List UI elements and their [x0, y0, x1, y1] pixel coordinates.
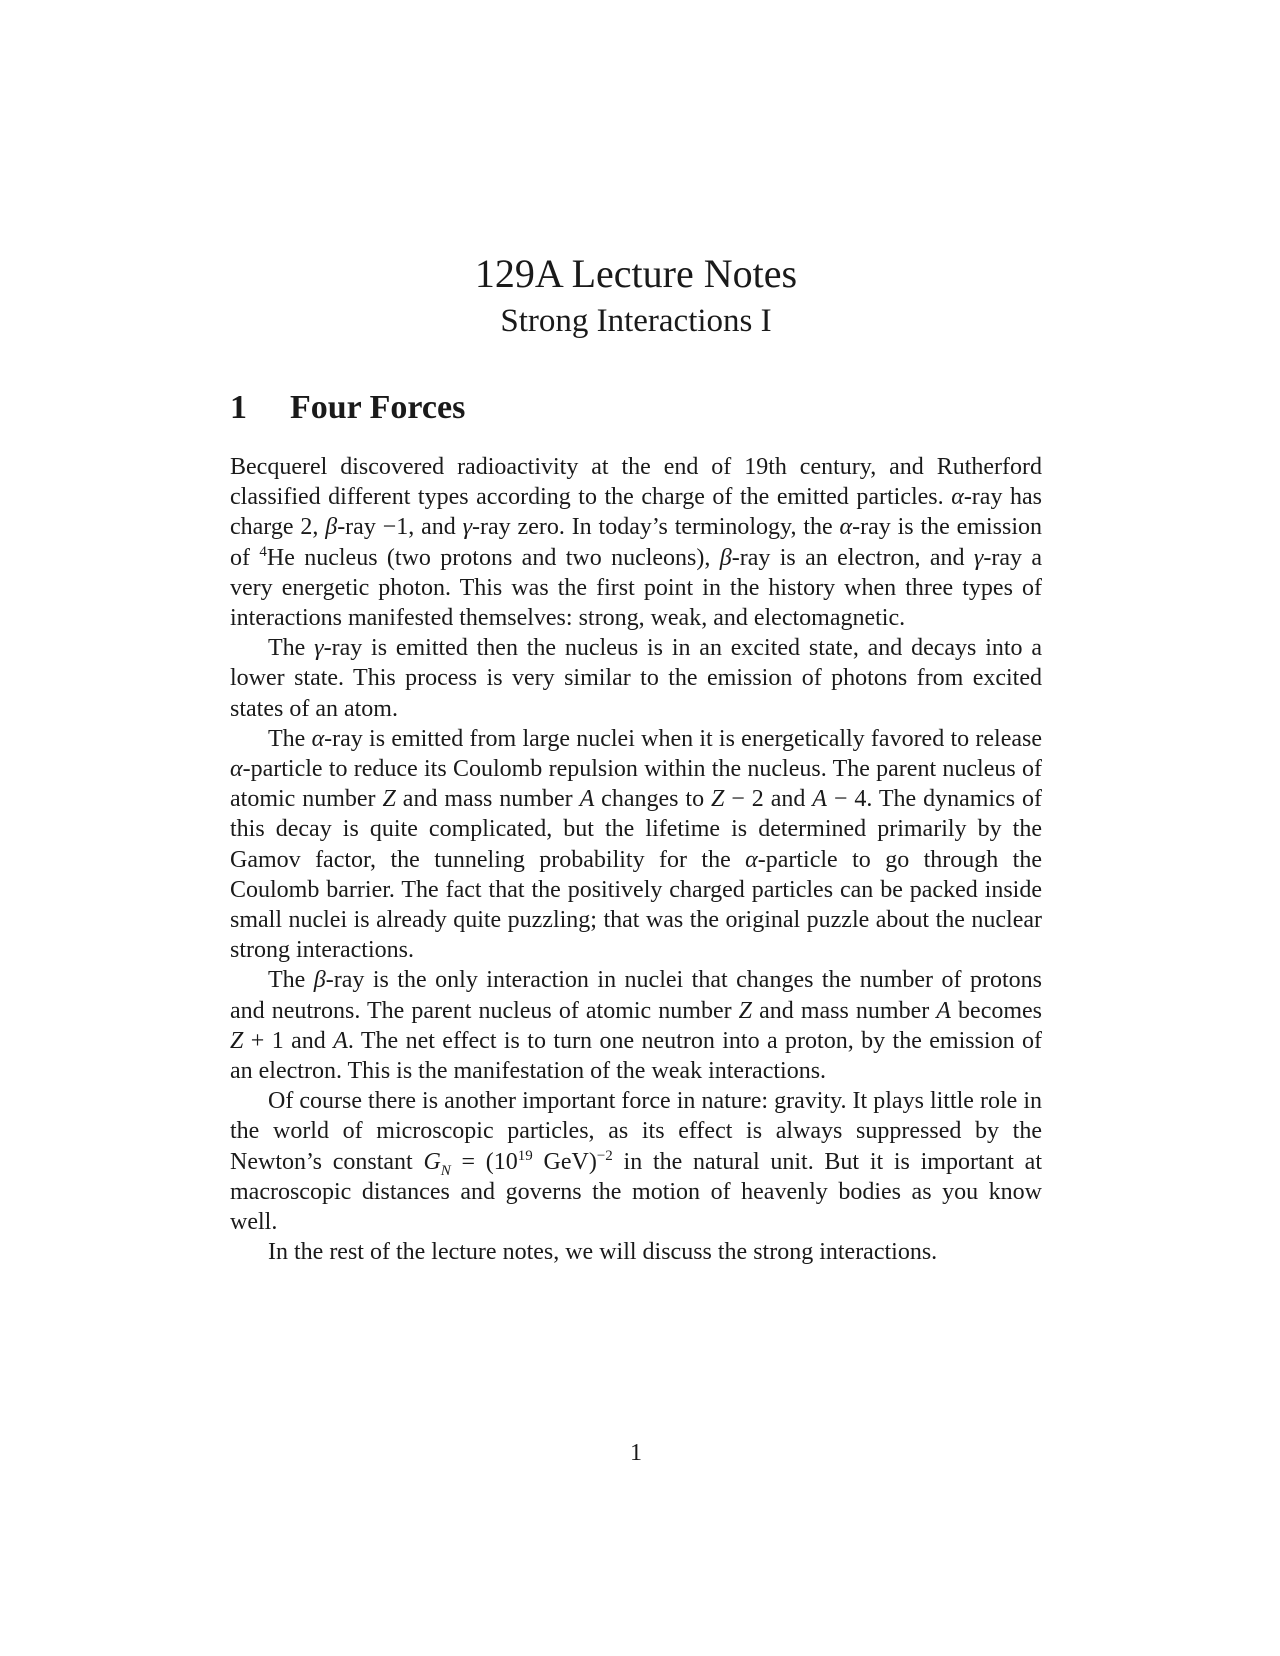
paragraph-alpha-ray: The α-ray is emitted from large nuclei when it is energetically favored to release α-particle to reduce its Coulomb repulsion within the nucleus. The parent nucleus of atomic number Z and mass number A changes to Z − 2 and A − 4. The dynamics of this decay is quite complicated, but the lifetime is determined primarily by the Gamov factor, the tunneling probability for the α-particle to go through the Coulomb barrier. The fact that the positively charged particles can be packed inside small nuclei is already quite puzzling; that was the original puzzle about the nuclear strong interactions. — [230, 725, 1043, 964]
paragraph-gravity: Of course there is another important force in nature: gravity. It plays little role in the world of microscopic particles, as its effect is always suppressed by the Newton’s constant $G_N = (10^{19}$ GeV)$^{-2}$ in the natural unit. But it is important at macroscopic distances and governs the motion of heavenly bodies as you know well. — [230, 1088, 1042, 1236]
section-number: 1 — [230, 389, 247, 426]
title-block — [230, 250, 1042, 342]
page-number: 1 — [630, 1440, 642, 1466]
paragraph-gamma-ray: The γ-ray is emitted then the nucleus is in an excited state, and decays into a lower state. This process is very similar to the emission of photons from excited states of an atom. — [230, 635, 1042, 722]
section-heading — [230, 386, 465, 430]
section-body — [230, 452, 1042, 1267]
paragraph-beta-ray: The β-ray is the only interaction in nuclei that changes the number of protons and neutrons. The parent nucleus of atomic number Z and mass number A becomes Z + 1 and A. The net effect is to turn one neutron into a proton, by the emission of an electron. This is the manifestation of the weak interactions. — [230, 967, 1043, 1085]
section-title: Four Forces — [290, 389, 466, 426]
document-subtitle: Strong Interactions I — [500, 303, 772, 339]
paragraph-radioactivity: Becquerel discovered radioactivity at the end of 19th century, and Rutherford classified different types according to the charge of the emitted particles. α-ray has charge 2, β-ray −1, and γ-ray zero. In today’s terminology, the α-ray is the emission of $^4$He nucleus (two protons and two nucleons), β-ray is an electron, and γ-ray a very energetic photon. This was the first point in the history when three types of interactions manifested themselves: strong, weak, and electomagnetic. — [230, 454, 1043, 632]
document-page — [230, 0, 1042, 1656]
paragraph-closing: In the rest of the lecture notes, we will discuss the strong interactions. — [268, 1239, 938, 1266]
document-title: 129A Lecture Notes — [474, 251, 798, 296]
